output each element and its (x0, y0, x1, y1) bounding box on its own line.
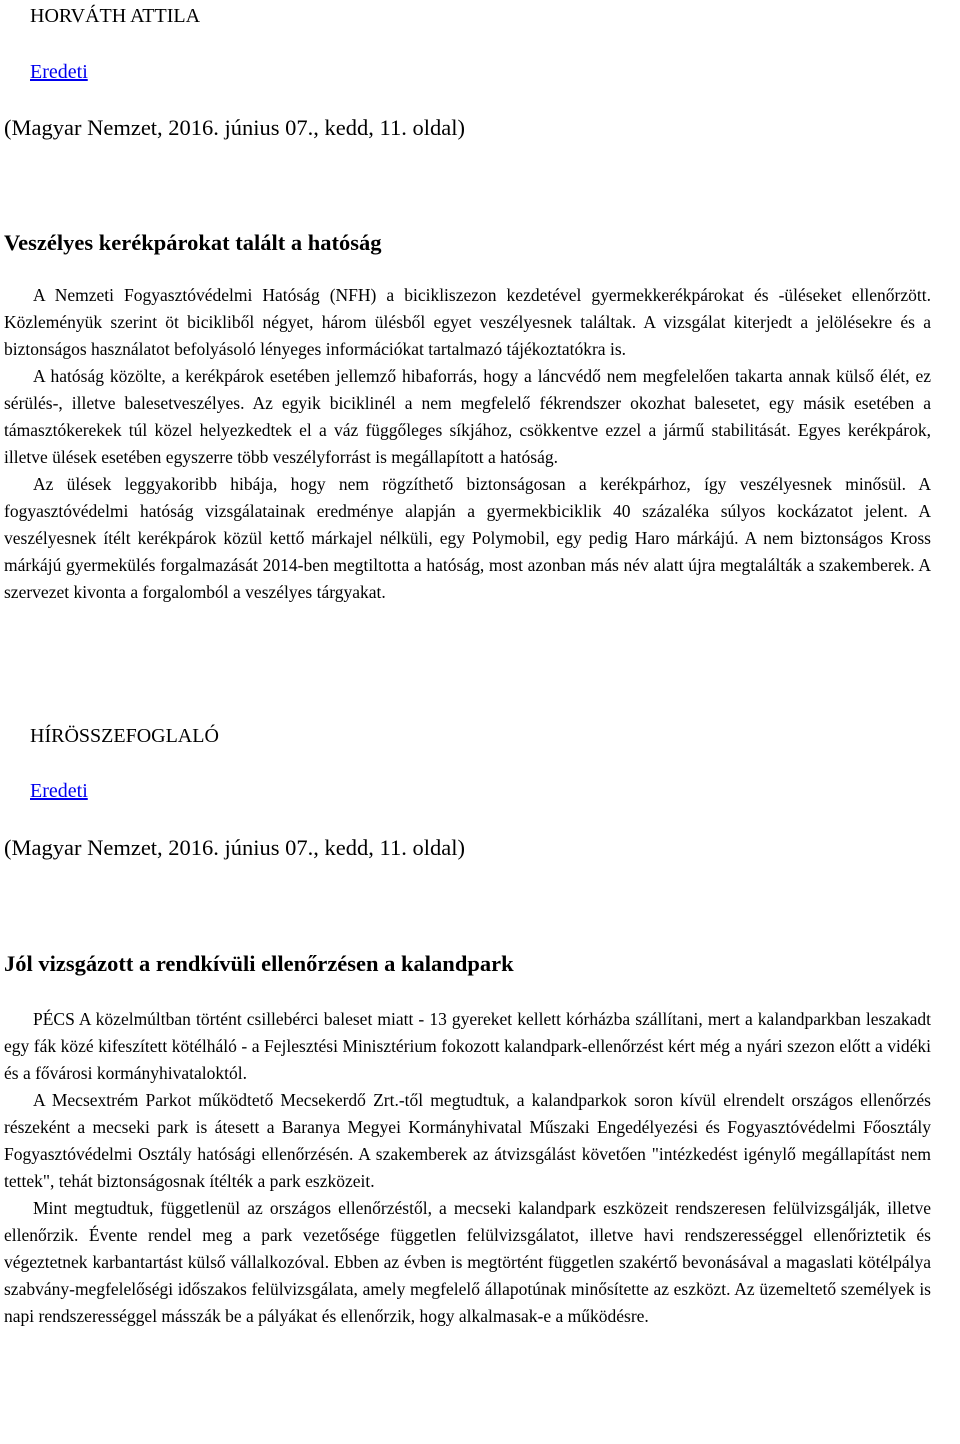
article1-paragraph: A hatóság közölte, a kerékpárok esetében jellemző hibaforrás, hogy a láncvédő nem megfelelően takarta annak külső élét, ez sérülés-, illetve balesetveszélyes. Az egyik biciklinél a nem megfelelő fékrendszer okozhat balesetet, egy másik esetében a támasztókerekek túl közel helyezkedtek el a váz függőleges síkjához, csökkentve ezzel a jármű stabilitását. Egyes kerékpárok, illetve ülések esetében egyszerre több veszélyforrást is megállapított a hatóság. (4, 366, 931, 467)
article2-body (4, 1006, 931, 1330)
article1-paragraph: Az ülések leggyakoribb hibája, hogy nem rögzíthető biztonságosan a kerékpárhoz, így veszélyesnek minősül. A fogyasztóvédelmi hatóság vizsgálatainak eredménye alapján a gyermekbiciklik 40 százaléka súlyos kockázatot jelent. A veszélyesnek ítélt kerékpárok közül kettő márkajel nélküli, egy Polymobil, egy pedig Haro márkájú. A nem biztonságos Kross márkájú gyermekülés forgalmazását 2014-ben megtiltotta a hatóság, most azonban más név alatt újra megtalálták a szakemberek. A szervezet kivonta a forgalomból a veszélyes tárgyakat. (4, 474, 931, 602)
article2-author: HÍRÖSSZEFOGLALÓ (30, 725, 219, 747)
article2-source: (Magyar Nemzet, 2016. június 07., kedd, 11. oldal) (4, 835, 465, 860)
article2-title: Jól vizsgázott a rendkívüli ellenőrzésen a kalandpark (4, 951, 514, 976)
article1-source: (Magyar Nemzet, 2016. június 07., kedd, 11. oldal) (4, 115, 465, 140)
article1-author: HORVÁTH ATTILA (30, 5, 201, 27)
article2-paragraph: A Mecsextrém Parkot működtető Mecsekerdő Zrt.-től megtudtuk, a kalandparkok soron kívül elrendelt országos ellenőrzés részeként a mecseki park is átesett a Baranya Megyei Kormányhivatal Műszaki Engedélyezési és Fogyasztóvédelmi Főosztály Fogyasztóvédelmi Osztály hatósági ellenőrzésén. A szakemberek az átvizsgálást követően "intézkedést igénylő megállapítást nem tettek", tehát biztonságosnak ítélték a park eszközeit. (4, 1090, 931, 1191)
article2-paragraph: Mint megtudtuk, függetlenül az országos ellenőrzéstől, a mecseki kalandpark eszközeit rendszeresen felülvizsgálják, illetve ellenőrzik. Évente rendel meg a park vezetősége független felülvizsgálatot, illetve havi rendszerességgel ellenőriztetik és végeztetnek karbantartást külső vállalkozóval. Ebben az évben is megtörtént független szakértő bevonásával a magaslati kötélpálya szabvány-megfelelőségi időszakos felülvizsgálata, amely megfelelő állapotúnak minősítette az eszközt. Az üzemeltető személyek is napi rendszerességgel másszák be a pályákat és ellenőrzik, hogy alkalmasak-e a működésre. (4, 1198, 931, 1326)
article2-paragraph: PÉCS A közelmúltban történt csillebérci baleset miatt - 13 gyereket kellett kórházba szállítani, mert a kalandparkban leszakadt egy fák közé kifeszített kötélháló - a Fejlesztési Minisztérium fokozott kalandpark-ellenőrzést kért még a nyári szezon előtt a vidéki és a fővárosi kormányhivataloktól. (4, 1009, 931, 1083)
article1-original-link[interactable]: Eredeti (30, 61, 88, 83)
article1-title: Veszélyes kerékpárokat talált a hatóság (4, 230, 382, 255)
article1-body (4, 282, 931, 606)
article1-paragraph: A Nemzeti Fogyasztóvédelmi Hatóság (NFH) a bicikliszezon kezdetével gyermekkerékpárokat és -üléseket ellenőrzött. Közleményük szerint öt bicikliből négyet, három ülésből egyet veszélyesnek találtak. A vizsgálat kiterjedt a jelölésekre és a biztonságos használatot befolyásoló lényeges információkat tartalmazó tájékoztatókra is. (4, 285, 931, 359)
article2-original-link[interactable]: Eredeti (30, 780, 88, 802)
